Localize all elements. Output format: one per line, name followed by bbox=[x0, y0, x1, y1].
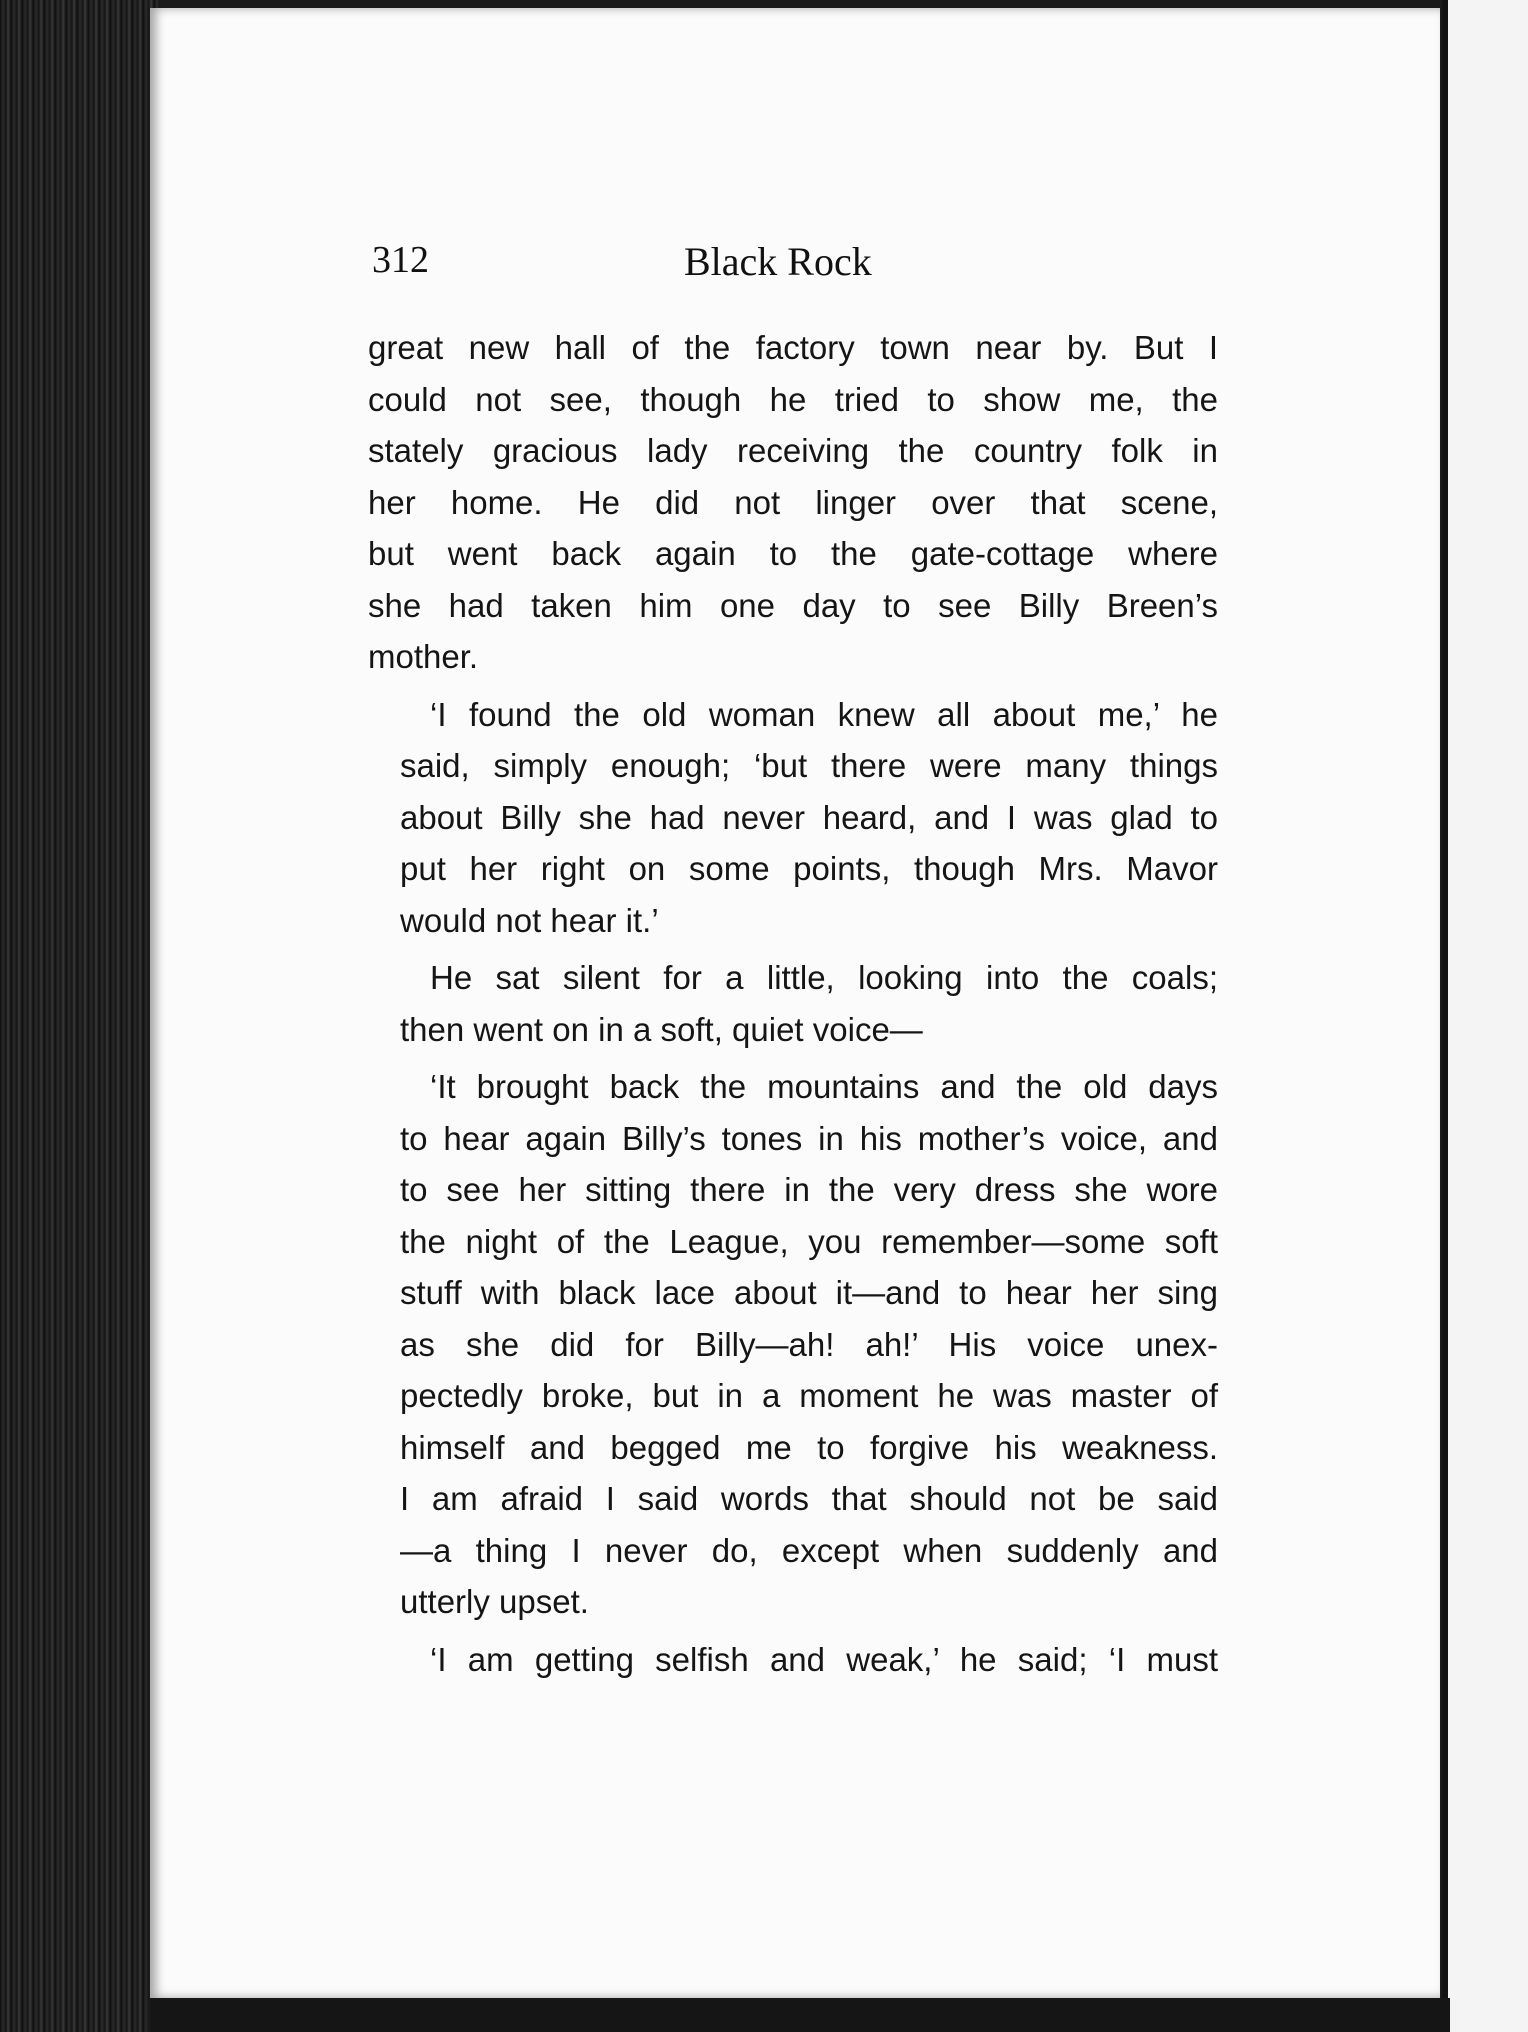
text-line: great new hall of the factory town near by. But I bbox=[368, 329, 1218, 366]
text-line: the night of the League, you remember—some soft bbox=[400, 1222, 1218, 1260]
text-line: she had taken him one day to see Billy Breen’s bbox=[368, 586, 1218, 624]
paragraph bbox=[368, 689, 1218, 947]
paragraph bbox=[368, 952, 1218, 1055]
text-line: would not hear it.’ bbox=[400, 901, 659, 939]
text-line: utterly upset. bbox=[400, 1583, 589, 1620]
text-line: to see her sitting there in the very dress she wore bbox=[400, 1171, 1218, 1208]
text-line: about Billy she had never heard, and I was glad to bbox=[400, 798, 1218, 836]
running-header bbox=[372, 238, 1212, 298]
page-number: 312 bbox=[372, 239, 429, 281]
text-line: ‘I found the old woman knew all about me,’ he bbox=[430, 695, 1218, 733]
text-line: said, simply enough; ‘but there were many things bbox=[400, 747, 1218, 784]
text-line: —a thing I never do, except when suddenly and bbox=[400, 1531, 1218, 1569]
text-line: as she did for Billy—ah! ah!’ His voice unex- bbox=[400, 1325, 1218, 1363]
text-line: I am afraid I said words that should not be said bbox=[400, 1480, 1218, 1517]
text-line: her home. He did not linger over that scene, bbox=[368, 483, 1218, 521]
text-line: He sat silent for a little, looking into the coals; bbox=[430, 959, 1218, 996]
paragraph bbox=[368, 1061, 1218, 1628]
text-line: could not see, though he tried to show me, the bbox=[368, 380, 1218, 418]
text-line: put her right on some points, though Mrs. Mavor bbox=[400, 850, 1218, 887]
page-bottom-shadow bbox=[150, 1998, 1450, 2032]
text-line: but went back again to the gate-cottage where bbox=[368, 535, 1218, 572]
book-edge bbox=[0, 0, 160, 2032]
text-line: himself and begged me to forgive his weakness. bbox=[400, 1428, 1218, 1466]
text-line: mother. bbox=[368, 638, 479, 675]
text-line: stuff with black lace about it—and to hear her sing bbox=[400, 1274, 1218, 1311]
text-line: then went on in a soft, quiet voice— bbox=[400, 1010, 923, 1048]
text-line: to hear again Billy’s tones in his mother’s voice, and bbox=[400, 1119, 1218, 1157]
facing-page-edge bbox=[1442, 0, 1528, 2032]
text-line: pectedly broke, but in a moment he was master of bbox=[400, 1377, 1218, 1414]
running-title: Black Rock bbox=[684, 239, 872, 284]
text-line: ‘I am getting selfish and weak,’ he said; ‘I must bbox=[430, 1640, 1218, 1678]
paragraph bbox=[368, 322, 1218, 683]
paragraph bbox=[368, 1634, 1218, 1686]
text-line: stately gracious lady receiving the country folk in bbox=[368, 432, 1218, 469]
body-text bbox=[368, 322, 1218, 1691]
text-line: ‘It brought back the mountains and the old days bbox=[430, 1068, 1218, 1105]
